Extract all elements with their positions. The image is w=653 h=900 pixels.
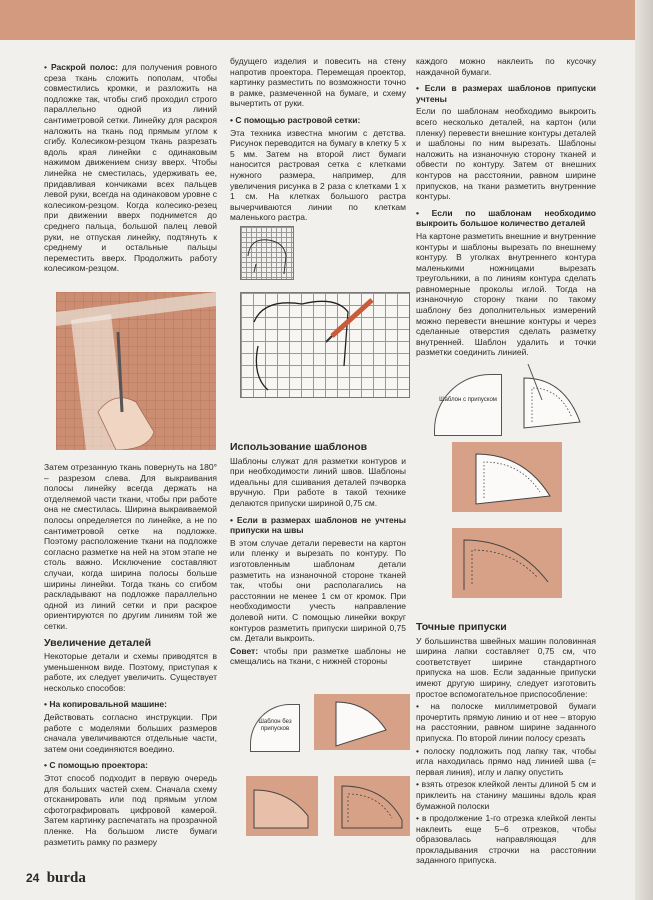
template-right-shapes (424, 364, 604, 614)
with-allowance-heading: • Если в размерах шаблонов припуски учтены (416, 83, 596, 104)
template-shapes (244, 690, 414, 860)
page-footer (26, 870, 86, 887)
raster-heading: • С помощью растровой сетки: (230, 115, 406, 126)
advice-paragraph (230, 646, 406, 667)
template-label-allowance: Шаблон с припуском (439, 397, 497, 403)
step-2: • полоску подложить под лапку так, чтобы игла находилась прямо над линией шва (= первая линия), иглу и лапку опустить (416, 746, 596, 778)
projector-continued: будущего изделия и повесить на стену напротив проектора. Перемещая проектор, картинку разместить по возможности точно в рамке, размеченной на бумаге, и схему вычертить от руки. (230, 56, 406, 109)
step-1: • на полоске миллиметровой бумаги прочертить прямую линию и от нее – вторую на расстоянии, равном ширине заданного припуска. По второй линии полосу срезать (416, 701, 596, 743)
column-2 (230, 56, 406, 225)
section-heading-precise: Точные припуски (416, 621, 507, 633)
raskroy-lead: Раскрой полос: (50, 62, 118, 72)
template-figure-right (424, 364, 604, 614)
step-4: • в продолжение 1-го отрезка клейкой ленты наклеить еще 5–6 отрезков, чтобы образовалась направляющая для прокладывания строчки на расстоянии заданного припуска. (416, 813, 596, 866)
column-2-lower (230, 436, 406, 669)
templates-text: Шаблоны служат для разметки контуров и при необходимости линий швов. Шаблоны идеальны для сшивания деталей пэчворка вручную. При работе в такой технике делаются припуски шириной 0,75 см. (230, 455, 406, 508)
after-photo-text: Затем отрезанную ткань повернуть на 180° – разрезом слева. Для выкраивания полосы линейку всегда держать на отделяемой части ткани, чтобы при работе она не сместилась. Ширина выкраиваемой полосы определяется по линейке, а не по сантиметровой сетке на подложке. Поэтому расположение ткани на подложке согласно разметке на ней на этом этапе не столь важно. Исключение составляют случаи, когда ширина полосы больше ширины линейки. Тогда ткань со сгибом раскладывают на подложке параллельно одной из линий сетки и при раскрое ориентируются по другим линиям той же сетки. (44, 462, 217, 631)
page-number: 24 (26, 871, 40, 885)
advice-lead: Совет: (230, 645, 259, 656)
raskroy-text: для получения ровного среза ткань сложить пополам, чтобы совместились кромки, и разложить на подложке так, чтобы сгиб проходил строго параллельно одной из линий сантиметровой сетки. Линейку для раскроя наложить на ткань под прямым углом к сгибу. Колесиком-резцом ткань разрезать вдоль края линейки с одинаковым нажимом движением снизу вверх. Чтобы линейка не сместилась, удерживать ее, придавливая кончиками всех пальцев левой руки, всегда на одинаковом уровне с колесиком-резцом. Когда колесико-резец при движении вверх поднимется до среднего пальца, большой палец левой руки, не отпуская линейку, подтянуть к среднему и остальные пальцы переместить вверх. Продолжить работу колесиком-резцом. (44, 62, 218, 274)
column-3 (416, 56, 596, 360)
projector-text: Этот способ подходит в первую очередь для больших частей схем. Сначала схему отсканировать или под прямым углом сфотографировать цифровой камерой. Затем картинку распечатать на прозрачной пленке. На большом листе бумаги разметить рамку по размеру (44, 773, 217, 847)
with-allowance-text: Если по шаблонам необходимо выкроить всего несколько деталей, на картон (или пленку) перевести внешние контуры деталей и шаблоны по ним вырезать. Шаблоны наложить на изнаночную сторону тканей и обвести по контуру. Затем от внешних контуров на расстоянии, равном ширине припусков, на ткани разметить внутренние контуры. (416, 106, 596, 202)
brand-logo: burda (46, 870, 86, 886)
no-allowance-text: В этом случае детали перевести на картон или пленку и вырезать по контуру. По изготовленным шаблонам детали разметить на изнаночной стороне тканей так, чтобы они располагались на расстоянии не менее 1 см от кромок. При необходимости учесть направление долевой нити. С помощью линейки вокруг контуров разметить припуски шириной 0,75 см. Детали выкроить. (230, 537, 406, 644)
many-parts-text: На картоне разметить внешние и внутренние контуры и шаблоны вырезать по внешнему контуру. В уголках внутреннего контура маленькими ножницами вырезать треугольники, а по линиям контура сделать равномерные проколы иглой. Тогда на изнаночную сторону ткани по такому шаблону без дополнительных измерений можно перевести внешние контуры и через сделанные отверстия сделать разметку внутренней. Шаблон удалить и точки разметки соединить линией. (416, 230, 596, 358)
advice-text: чтобы при разметке шаблоны не смещались на ткани, с нижней стороны (230, 645, 406, 667)
copy-machine-text: Действовать согласно инструкции. При работе с моделями больших размеров сначала увеличиваются отдельные части, затем они соединяются воедино. (44, 712, 217, 754)
many-parts-heading: • Если по шаблонам необходимо выкроить большое количество деталей (416, 208, 596, 229)
raster-text: Эта техника известна многим с детства. Рисунок переводится на бумагу в клетку 5 х 5 мм. Затем на второй лист бумаги наносится растровая сетка с клетками нужного размера, например, для увеличения рисунка в 2 раза с клетками 1 х 1 см. На клетках большого растра вычерчиваются линии по клеткам маленького растра. (230, 127, 406, 223)
cutting-photo (56, 292, 216, 450)
column-3-lower (416, 616, 596, 868)
section-heading-enlarge: Увеличение деталей (44, 636, 152, 649)
elephant-drawing (240, 226, 412, 426)
page-edge (635, 0, 653, 900)
no-allowance-heading: • Если в размерах шаблонов не учтены припуски на швы (230, 515, 406, 536)
section-heading-templates: Использование шаблонов (230, 441, 368, 453)
step-3: • взять отрезок клейкой ленты длиной 5 см и приклеить на станину машины вдоль края бумажной полоски (416, 779, 596, 811)
raskroy-paragraph (44, 62, 217, 274)
projector-heading: • С помощью проектора: (44, 760, 217, 771)
precise-text: У большинства швейных машин половинная ширина лапки составляет 0,75 см, что соответствует ширине стандартного припуска на шов. Если заданные припуски имеют другую ширину, следует изготовить простое вспомогательное приспособление: (416, 635, 596, 699)
template-label: Шаблон без припусков (258, 719, 292, 732)
ruler-illustration (56, 292, 216, 450)
grid-illustration (240, 226, 412, 426)
column-1 (44, 62, 217, 276)
copy-machine-heading: • На копировальной машине: (44, 699, 217, 710)
enlarge-intro: Некоторые детали и схемы приводятся в уменьшенном виде. Поэтому, приступая к работе, их следует увеличить. Существует несколько способов: (44, 651, 217, 693)
column-1-lower (44, 462, 217, 849)
advice-continued: каждого можно наклеить по кусочку наждачной бумаги. (416, 56, 596, 77)
template-figure-left (244, 690, 414, 860)
header-band (0, 0, 653, 40)
